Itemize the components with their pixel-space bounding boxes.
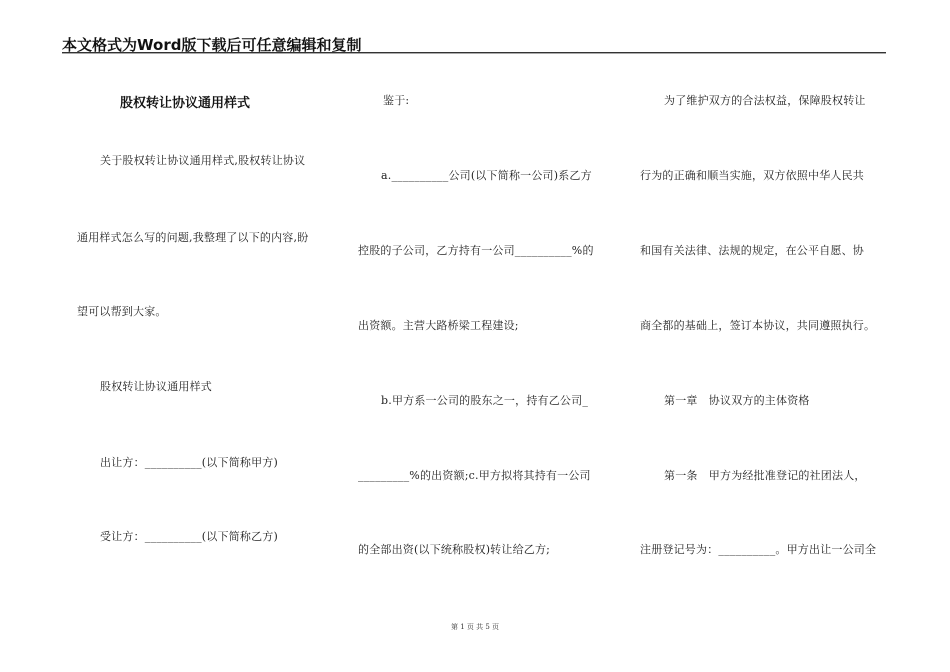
header-divider bbox=[62, 52, 886, 53]
col2-line-6: _________%的出资额;c.甲方拟将其持有一公司 bbox=[358, 469, 591, 482]
col3-line-1: 为了维护双方的合法权益，保障股权转让 bbox=[664, 94, 866, 107]
col3-line-3: 和国有关法律、法规的规定，在公平自愿、协 bbox=[640, 244, 864, 257]
col3-line-2: 行为的正确和顺当实施，双方依照中华人民共 bbox=[640, 169, 864, 182]
col3-line-5: 第一章 协议双方的主体资格 bbox=[664, 394, 810, 407]
col2-line-3: 控股的子公司，乙方持有一公司__________%的 bbox=[358, 244, 594, 257]
col3-line-4: 商全都的基础上，签订本协议，共同遵照执行。 bbox=[640, 319, 876, 332]
col1-line-4: 股权转让协议通用样式 bbox=[100, 380, 212, 393]
col1-line-1: 关于股权转让协议通用样式,股权转让协议 bbox=[100, 154, 306, 167]
col2-line-1: 鉴于: bbox=[383, 94, 410, 107]
col2-line-2: a.__________公司(以下简称一公司)系乙方 bbox=[381, 169, 592, 182]
col2-line-5: b.甲方系一公司的股东之一，持有乙公司_ bbox=[381, 394, 589, 407]
col3-line-6: 第一条 甲方为经批准登记的社团法人， bbox=[664, 469, 866, 482]
page-number: 第 1 页 共 5 页 bbox=[450, 623, 500, 631]
col1-line-5: 出让方：__________(以下简称甲方) bbox=[100, 456, 278, 469]
document-title: 股权转让协议通用样式 bbox=[120, 96, 251, 111]
header-title: 本文格式为Word版下载后可任意编辑和复制 bbox=[62, 36, 362, 54]
col1-line-2: 通用样式怎么写的问题,我整理了以下的内容,盼 bbox=[77, 231, 309, 244]
col1-line-3: 望可以帮到大家。 bbox=[77, 305, 167, 318]
col1-line-6: 受让方：__________(以下简称乙方) bbox=[100, 530, 278, 543]
col3-line-7: 注册登记号为：__________。甲方出让一公司全 bbox=[640, 543, 877, 556]
col2-line-4: 出资额。主营大路桥梁工程建设; bbox=[358, 319, 519, 332]
col2-line-7: 的全部出资(以下统称股权)转让给乙方; bbox=[358, 543, 551, 556]
